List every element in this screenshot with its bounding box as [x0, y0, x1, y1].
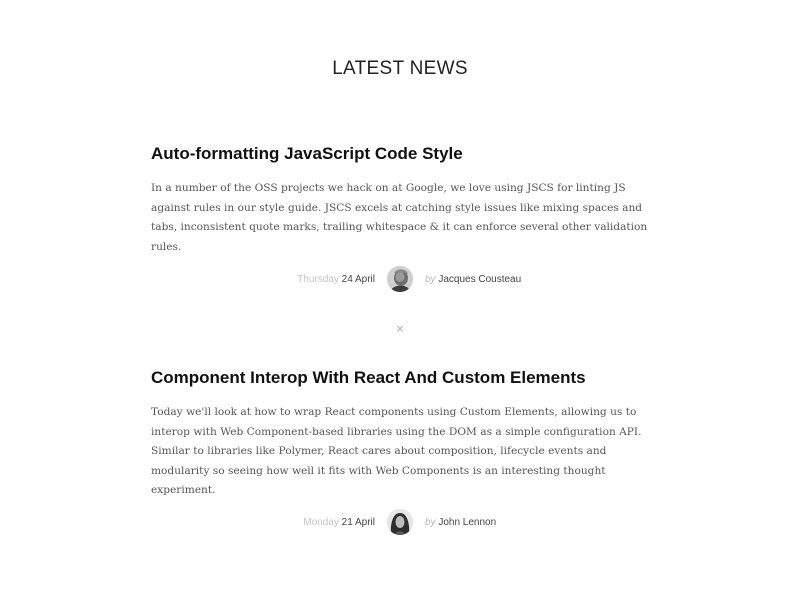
post-title-link[interactable]: Component Interop With React And Custom Elements	[151, 368, 586, 387]
post-date	[303, 517, 375, 528]
by-label: by	[425, 517, 436, 528]
avatar-photo-icon	[387, 266, 413, 292]
author-avatar[interactable]	[387, 266, 413, 292]
post-author	[425, 274, 521, 285]
by-label: by	[425, 274, 436, 285]
post-excerpt: In a number of the OSS projects we hack on at Google, we love using JSCS for linting JS against rules in our style guide. JSCS excels at catching style issues like mixing spaces and tabs, inconsistent quote marks, trailing whitespace & it can enforce several other validation rules.	[151, 182, 648, 253]
post-date	[297, 274, 375, 285]
post-author	[425, 517, 496, 528]
author-avatar[interactable]	[387, 509, 413, 535]
author-name-link[interactable]: John Lennon	[438, 517, 497, 528]
post-date-value: 24 April	[341, 274, 375, 285]
post-day: Monday	[303, 517, 339, 528]
post-excerpt: Today we'll look at how to wrap React components using Custom Elements, allowing us to interop with Web Component-based libraries using the DOM as a simple configuration API. Similar to libraries like Polymer, React cares about composition, lifecycle events and modularity so seeing how well it fits with Web Components is an interesting thought experiment.	[151, 406, 642, 496]
avatar-photo-icon	[387, 509, 413, 535]
post-day: Thursday	[297, 274, 339, 285]
post-date-value: 21 April	[341, 517, 375, 528]
section-title: LATEST NEWS	[332, 58, 468, 79]
divider-x-icon: ×	[395, 322, 405, 335]
post-meta	[151, 266, 651, 294]
post-title-link[interactable]: Auto-formatting JavaScript Code Style	[151, 144, 463, 163]
news-post	[151, 144, 651, 285]
news-post	[151, 368, 651, 528]
post-meta	[151, 509, 651, 537]
author-name-link[interactable]: Jacques Cousteau	[438, 274, 522, 285]
